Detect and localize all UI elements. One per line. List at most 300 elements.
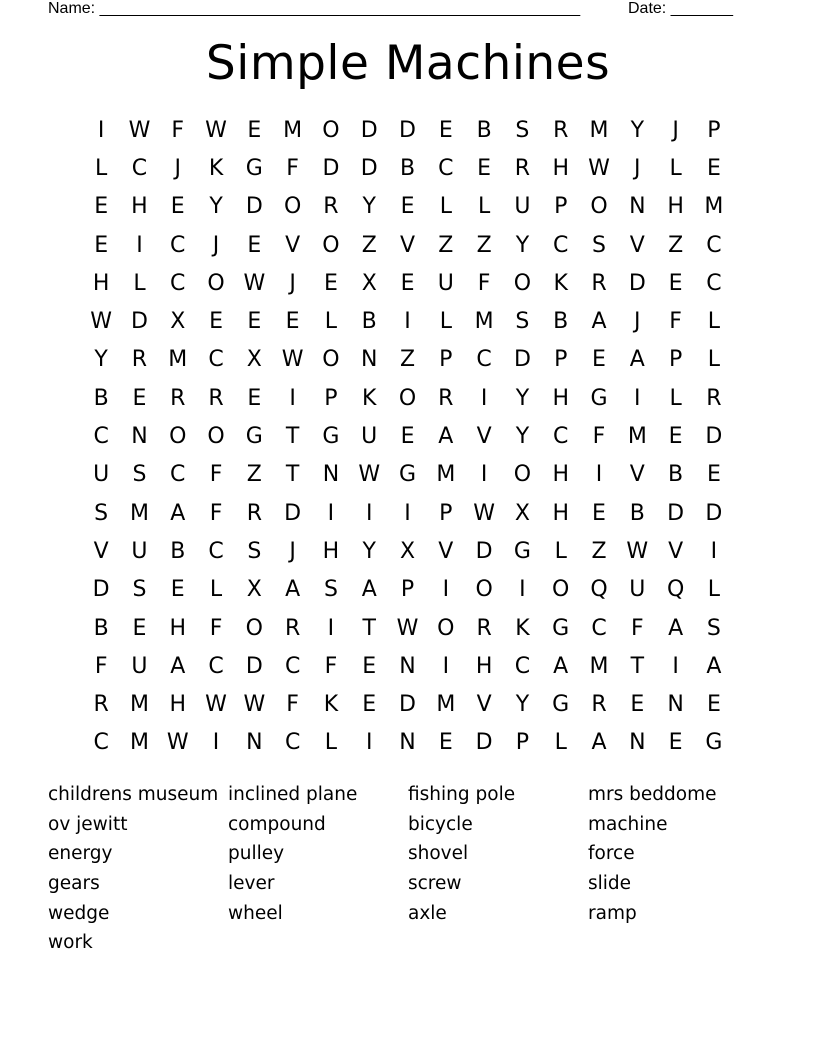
grid-letter: C: [170, 462, 186, 488]
grid-letter: U: [629, 577, 646, 603]
grid-letter: K: [362, 385, 377, 411]
grid-letter: U: [131, 538, 148, 564]
grid-letter: E: [94, 194, 109, 220]
grid-letter: T: [285, 424, 300, 450]
grid-letter: G: [705, 730, 723, 756]
grid-letter: L: [554, 538, 567, 564]
grid-letter: E: [400, 270, 415, 296]
grid-letter: A: [438, 424, 454, 450]
grid-letter: M: [704, 194, 724, 220]
grid-letter: G: [590, 385, 608, 411]
grid-letter: L: [669, 385, 682, 411]
grid-letter: X: [514, 500, 530, 526]
grid-letter: D: [245, 653, 263, 679]
grid-letter: G: [398, 462, 417, 488]
grid-letter: V: [629, 232, 645, 258]
grid-letter: P: [707, 117, 721, 143]
grid-letter: A: [629, 347, 645, 373]
grid-letter: O: [513, 462, 532, 488]
word-list-item: bicycle: [408, 813, 473, 835]
grid-letter: L: [95, 155, 108, 181]
grid-letter: C: [514, 653, 531, 679]
grid-letter: Z: [399, 347, 416, 373]
grid-letter: N: [399, 653, 416, 679]
grid-letter: U: [361, 424, 378, 450]
grid-letter: Y: [362, 538, 376, 564]
grid-letter: Z: [361, 232, 377, 258]
grid-letter: C: [208, 347, 224, 373]
grid-letter: G: [322, 424, 340, 450]
grid-letter: P: [668, 347, 683, 373]
grid-letter: A: [668, 615, 684, 641]
puzzle-title: Simple Machines: [205, 36, 611, 91]
grid-letter: J: [212, 232, 220, 258]
grid-letter: E: [94, 232, 109, 258]
grid-letter: I: [442, 653, 450, 679]
grid-letter: O: [552, 577, 570, 603]
grid-letter: R: [323, 194, 339, 220]
grid-letter: E: [706, 155, 721, 181]
word-list-item: machine: [588, 813, 668, 835]
grid-letter: D: [92, 577, 110, 603]
grid-letter: J: [289, 270, 296, 296]
grid-letter: H: [169, 692, 187, 718]
grid-letter: M: [627, 424, 647, 450]
grid-letter: C: [591, 615, 607, 641]
grid-letter: F: [171, 117, 185, 143]
grid-letter: E: [477, 155, 492, 181]
grid-letter: M: [474, 309, 494, 335]
grid-letter: P: [400, 577, 415, 603]
grid-letter: R: [170, 385, 186, 411]
grid-letter: M: [283, 117, 303, 143]
grid-letter: X: [170, 309, 186, 335]
grid-letter: E: [170, 194, 185, 220]
grid-letter: L: [324, 730, 338, 756]
grid-letter: O: [207, 270, 225, 296]
grid-letter: D: [667, 500, 685, 526]
grid-letter: J: [289, 538, 296, 564]
grid-letter: Z: [591, 538, 607, 564]
grid-letter: V: [476, 424, 492, 450]
grid-letter: E: [170, 577, 185, 603]
grid-letter: M: [436, 462, 456, 488]
word-list-item: ramp: [588, 902, 637, 924]
grid-letter: K: [553, 270, 568, 296]
grid-letter: K: [323, 692, 339, 718]
grid-letter: B: [170, 538, 186, 564]
grid-letter: B: [93, 615, 109, 641]
grid-letter: D: [322, 155, 340, 181]
grid-letter: O: [169, 424, 187, 450]
grid-letter: N: [667, 692, 684, 718]
grid-letter: D: [475, 538, 493, 564]
grid-letter: L: [669, 155, 682, 181]
grid-letter: O: [322, 117, 340, 143]
grid-letter: I: [327, 500, 335, 526]
grid-letter: N: [629, 194, 646, 220]
word-list-item: ov jewitt: [48, 813, 128, 835]
grid-letter: Z: [246, 462, 262, 488]
grid-letter: E: [247, 232, 262, 258]
grid-letter: U: [93, 462, 110, 488]
grid-letter: Z: [668, 232, 684, 258]
grid-letter: W: [128, 117, 151, 143]
grid-letter: C: [476, 347, 492, 373]
word-list-item: compound: [228, 813, 326, 835]
grid-letter: P: [554, 194, 568, 220]
grid-letter: N: [246, 730, 263, 756]
word-list-item: inclined plane: [228, 784, 358, 805]
grid-letter: D: [705, 500, 723, 526]
grid-letter: A: [170, 500, 186, 526]
grid-letter: W: [473, 500, 495, 526]
grid-letter: C: [208, 653, 224, 679]
word-list-item: screw: [408, 873, 462, 895]
grid-letter: D: [360, 155, 378, 181]
grid-letter: J: [634, 309, 641, 335]
grid-letter: L: [209, 577, 223, 603]
grid-letter: P: [439, 347, 453, 373]
grid-letter: W: [205, 117, 227, 143]
grid-letter: E: [247, 309, 262, 335]
grid-letter: X: [399, 538, 416, 564]
grid-letter: R: [131, 347, 148, 373]
grid-letter: X: [246, 347, 262, 373]
grid-letter: R: [208, 385, 224, 411]
grid-letter: P: [439, 500, 453, 526]
grid-letter: T: [362, 615, 376, 641]
grid-letter: D: [705, 424, 723, 450]
word-list-item: mrs beddome: [588, 784, 717, 805]
grid-letter: D: [399, 117, 416, 143]
grid-letter: W: [626, 538, 649, 564]
grid-letter: Z: [438, 232, 454, 258]
grid-letter: N: [629, 730, 646, 756]
name-field-label: Name: ______________________________________________________: [48, 0, 581, 17]
grid-letter: H: [552, 500, 569, 526]
grid-letter: E: [400, 424, 415, 450]
date-field-label: Date: _______: [628, 0, 733, 17]
grid-letter: O: [283, 194, 302, 220]
grid-letter: A: [591, 730, 607, 756]
grid-letter: I: [365, 730, 373, 756]
grid-letter: F: [630, 615, 644, 641]
grid-letter: J: [634, 155, 641, 181]
grid-letter: Y: [515, 232, 530, 258]
word-list: [48, 780, 768, 958]
word-list-item: gears: [48, 873, 100, 895]
grid-letter: R: [476, 615, 492, 641]
grid-letter: D: [399, 692, 416, 718]
grid-letter: F: [669, 309, 682, 335]
grid-letter: V: [93, 538, 109, 564]
word-list-item: force: [588, 843, 635, 865]
grid-letter: E: [668, 270, 683, 296]
grid-letter: G: [513, 538, 531, 564]
grid-letter: H: [475, 653, 493, 679]
grid-letter: N: [399, 730, 416, 756]
grid-letter: S: [323, 577, 338, 603]
grid-letter: B: [361, 309, 377, 335]
grid-letter: S: [247, 538, 262, 564]
grid-letter: M: [589, 117, 609, 143]
grid-letter: B: [553, 309, 569, 335]
grid-letter: G: [245, 155, 263, 181]
grid-letter: N: [131, 424, 148, 450]
grid-letter: F: [94, 653, 108, 679]
word-list-item: childrens museum: [48, 784, 219, 805]
grid-letter: L: [477, 194, 491, 220]
grid-letter: L: [707, 309, 721, 335]
grid-letter: T: [285, 462, 300, 488]
grid-letter: L: [133, 270, 146, 296]
grid-letter: W: [281, 347, 304, 373]
grid-letter: R: [553, 117, 569, 143]
grid-letter: E: [132, 385, 147, 411]
grid-letter: E: [706, 692, 721, 718]
grid-letter: M: [129, 692, 149, 718]
grid-letter: F: [209, 462, 223, 488]
grid-letter: O: [207, 424, 225, 450]
grid-letter: I: [136, 232, 143, 258]
grid-letter: E: [285, 309, 300, 335]
grid-letter: C: [284, 730, 301, 756]
grid-letter: F: [286, 155, 299, 181]
grid-letter: B: [93, 385, 109, 411]
grid-letter: V: [476, 692, 492, 718]
grid-letter: U: [437, 270, 454, 296]
grid-letter: A: [361, 577, 377, 603]
grid-letter: G: [552, 692, 570, 718]
grid-letter: V: [438, 538, 454, 564]
grid-letter: S: [515, 117, 530, 143]
grid-letter: E: [706, 462, 721, 488]
grid-letter: C: [170, 270, 186, 296]
grid-letter: E: [668, 424, 683, 450]
grid-letter: L: [554, 730, 567, 756]
grid-letter: Y: [515, 385, 530, 411]
grid-letter: D: [284, 500, 302, 526]
grid-letter: S: [132, 577, 147, 603]
grid-letter: F: [592, 424, 606, 450]
grid-letter: C: [93, 730, 109, 756]
grid-letter: R: [246, 500, 262, 526]
grid-letter: X: [246, 577, 262, 603]
word-list-item: energy: [48, 843, 113, 865]
word-list-item: slide: [588, 873, 632, 895]
grid-letter: S: [515, 309, 530, 335]
grid-letter: F: [477, 270, 491, 296]
grid-letter: H: [169, 615, 187, 641]
grid-letter: I: [519, 577, 526, 603]
grid-letter: E: [247, 385, 262, 411]
grid-letter: C: [93, 424, 109, 450]
grid-letter: H: [92, 270, 110, 296]
grid-letter: I: [327, 615, 335, 641]
grid-letter: C: [438, 155, 454, 181]
grid-letter: G: [552, 615, 570, 641]
grid-letter: Y: [630, 117, 645, 143]
grid-letter: Y: [209, 194, 223, 220]
grid-letter: V: [285, 232, 301, 258]
grid-letter: S: [132, 462, 147, 488]
grid-letter: S: [592, 232, 606, 258]
grid-letter: O: [590, 194, 608, 220]
grid-letter: E: [438, 117, 453, 143]
grid-letter: D: [130, 309, 148, 335]
grid-letter: E: [592, 500, 606, 526]
letter-grid: [82, 111, 733, 762]
grid-letter: N: [360, 347, 378, 373]
grid-letter: O: [513, 270, 532, 296]
grid-letter: S: [706, 615, 721, 641]
grid-letter: H: [552, 155, 569, 181]
word-list-item: lever: [228, 873, 275, 895]
grid-letter: P: [515, 730, 530, 756]
grid-letter: H: [131, 194, 148, 220]
grid-letter: I: [212, 730, 220, 756]
grid-letter: E: [630, 692, 645, 718]
grid-letter: E: [668, 730, 683, 756]
grid-letter: W: [588, 155, 610, 181]
grid-letter: F: [286, 692, 299, 718]
grid-letter: C: [553, 424, 569, 450]
grid-letter: O: [398, 385, 417, 411]
grid-letter: W: [243, 692, 266, 718]
grid-letter: Q: [590, 577, 608, 603]
grid-letter: R: [438, 385, 454, 411]
grid-letter: E: [362, 692, 377, 718]
grid-letter: O: [322, 347, 340, 373]
grid-letter: C: [131, 155, 148, 181]
grid-letter: W: [396, 615, 419, 641]
grid-letter: I: [710, 538, 718, 564]
grid-letter: M: [589, 653, 609, 679]
grid-letter: I: [595, 462, 603, 488]
word-list-item: wheel: [228, 902, 283, 924]
header-fields: [48, 0, 733, 19]
grid-letter: U: [514, 194, 531, 220]
grid-letter: W: [205, 692, 227, 718]
word-list-item: axle: [408, 902, 447, 924]
word-list-item: pulley: [228, 843, 285, 865]
grid-letter: E: [400, 194, 415, 220]
grid-letter: T: [630, 653, 645, 679]
grid-letter: H: [667, 194, 684, 220]
grid-letter: Y: [515, 692, 530, 718]
grid-letter: M: [129, 730, 149, 756]
grid-letter: C: [706, 232, 722, 258]
grid-letter: C: [208, 538, 224, 564]
grid-letter: W: [166, 730, 189, 756]
grid-letter: P: [324, 385, 338, 411]
grid-letter: L: [707, 577, 721, 603]
grid-letter: A: [170, 653, 186, 679]
grid-letter: M: [168, 347, 188, 373]
grid-letter: P: [554, 347, 568, 373]
grid-letter: F: [209, 615, 223, 641]
grid-letter: Y: [515, 424, 530, 450]
word-list-item: shovel: [408, 843, 469, 865]
grid-letter: D: [513, 347, 531, 373]
grid-letter: K: [208, 155, 224, 181]
grid-letter: L: [439, 309, 452, 335]
grid-letter: E: [209, 309, 223, 335]
grid-letter: I: [480, 385, 488, 411]
grid-letter: R: [591, 270, 607, 296]
grid-letter: O: [245, 615, 263, 641]
word-list-item: work: [48, 932, 93, 954]
grid-letter: I: [672, 653, 679, 679]
grid-letter: D: [475, 730, 493, 756]
grid-letter: J: [174, 155, 181, 181]
grid-letter: G: [245, 424, 263, 450]
grid-letter: E: [132, 615, 147, 641]
word-list-item: wedge: [48, 902, 110, 924]
grid-letter: W: [243, 270, 266, 296]
grid-letter: N: [322, 462, 340, 488]
grid-letter: Q: [666, 577, 685, 603]
grid-letter: I: [404, 309, 411, 335]
grid-letter: V: [629, 462, 645, 488]
grid-letter: C: [706, 270, 722, 296]
grid-letter: U: [131, 653, 148, 679]
grid-letter: E: [438, 730, 453, 756]
grid-letter: I: [97, 117, 105, 143]
grid-letter: I: [442, 577, 450, 603]
grid-letter: O: [475, 577, 493, 603]
grid-letter: B: [629, 500, 645, 526]
grid-letter: I: [634, 385, 641, 411]
grid-letter: A: [285, 577, 301, 603]
grid-letter: I: [404, 500, 411, 526]
grid-letter: E: [323, 270, 338, 296]
grid-letter: C: [553, 232, 569, 258]
grid-letter: O: [322, 232, 340, 258]
grid-letter: E: [362, 653, 377, 679]
grid-letter: A: [591, 309, 607, 335]
grid-letter: A: [706, 653, 722, 679]
grid-letter: Z: [476, 232, 492, 258]
grid-letter: L: [439, 194, 452, 220]
grid-letter: L: [324, 309, 338, 335]
grid-letter: I: [365, 500, 373, 526]
grid-letter: I: [480, 462, 488, 488]
grid-letter: K: [515, 615, 530, 641]
grid-letter: B: [668, 462, 684, 488]
grid-letter: L: [707, 347, 721, 373]
grid-letter: F: [209, 500, 223, 526]
grid-letter: W: [90, 309, 113, 335]
grid-letter: M: [436, 692, 456, 718]
grid-letter: R: [514, 155, 531, 181]
grid-letter: E: [592, 347, 606, 373]
grid-letter: A: [553, 653, 569, 679]
grid-letter: M: [129, 500, 149, 526]
grid-letter: C: [170, 232, 186, 258]
grid-letter: O: [437, 615, 455, 641]
grid-letter: J: [672, 117, 679, 143]
grid-letter: D: [628, 270, 646, 296]
grid-letter: V: [399, 232, 416, 258]
grid-letter: E: [247, 117, 262, 143]
grid-letter: H: [552, 462, 569, 488]
grid-letter: Y: [362, 194, 376, 220]
grid-letter: S: [94, 500, 109, 526]
grid-letter: D: [360, 117, 378, 143]
grid-letter: V: [668, 538, 684, 564]
